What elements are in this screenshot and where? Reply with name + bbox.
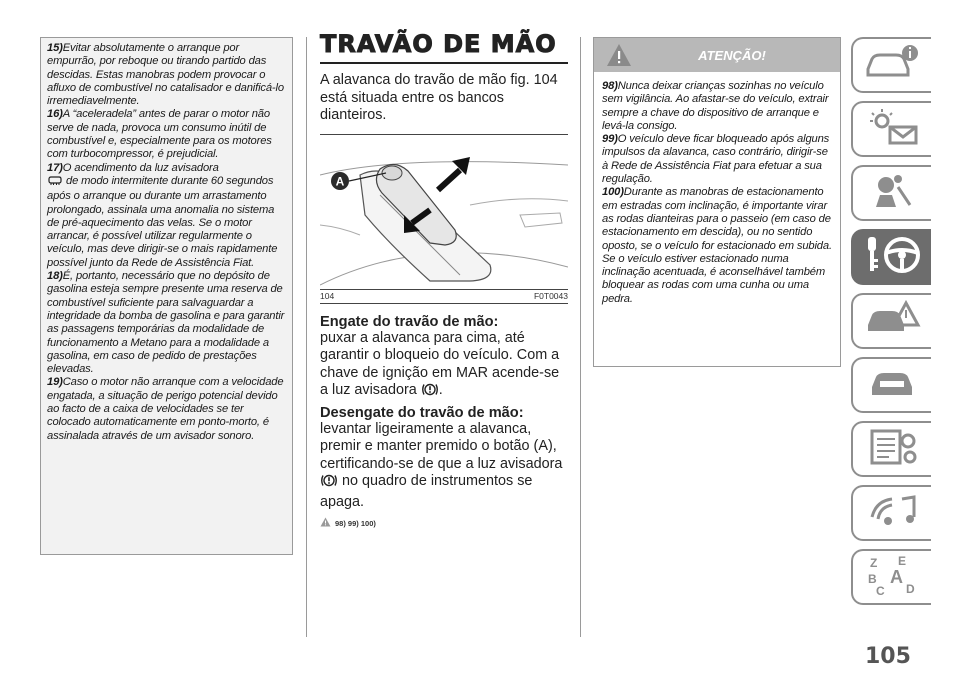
note-19: 19)Caso o motor não arranque com a velocidade engatada, a situação de perigo potencial devido ao facto de a caixa de velocidades se ter colocado automaticamente em ponto-morto, é assinalada através de um avisador sonoro. xyxy=(47,376,284,442)
tab-starting-driving[interactable] xyxy=(851,229,931,285)
small-warning-icon xyxy=(320,517,331,529)
tab-warning-lights[interactable] xyxy=(851,101,931,157)
warning-box xyxy=(593,37,841,367)
alphabetical-index-icon xyxy=(862,553,922,602)
tab-maintenance[interactable] xyxy=(851,357,931,413)
notes-box xyxy=(40,37,293,555)
svg-text:B: B xyxy=(868,571,877,586)
tab-car-info[interactable] xyxy=(851,37,931,93)
emergency-icon xyxy=(862,299,922,344)
warning-item-100: 100)Durante as manobras de estacionamento em estradas com inclinação, é importante virar as rodas dianteiras para o passeio (em caso de estacionamento em descida), ou no sentido oposto, se o veículo for estacionado em subida. Se o veículo estiver estacionado numa inclinação acentuada, é aconselhável também bloquear as rodas com uma cunha ou uma pedra. xyxy=(602,186,832,305)
page-title: TRAVÃO DE MÃO xyxy=(320,30,568,64)
tab-emergency[interactable] xyxy=(851,293,931,349)
figure-code: F0T0043 xyxy=(533,290,568,301)
warning-header xyxy=(594,38,840,72)
svg-text:D: D xyxy=(906,581,915,596)
note-15: 15)Evitar absolutamente o arranque por empurrão, por reboque ou tirando partido das descidas. Estas manobras podem provocar o afluxo de combustível no catalisador e danificá-lo irremediavelmente. xyxy=(47,42,284,108)
car-info-icon xyxy=(862,43,922,88)
svg-text:C: C xyxy=(876,583,885,597)
multimedia-icon xyxy=(862,491,922,536)
column-divider-right xyxy=(580,37,581,637)
note-17: 17)O acendimento da luz avisadora de modo intermitente durante 60 segundos após o arranque ou durante um arrastamento prolongado, assinala uma anomalia no sistema de pré-aquecimento das velas. Se o motor arrancar, é possível utilizar regularmente o veículo, mas deve dirigir-se o mais rapidamente possível junto da Rede de Assistência Fiat. xyxy=(47,161,278,269)
handbrake-figure xyxy=(320,134,568,290)
figure-number: 104 xyxy=(320,290,335,301)
engage-text: puxar a alavanca para cima, até garantir o bloqueio do veículo. Com a chave de ignição em MAR acende-se a luz avisadora . xyxy=(320,330,568,403)
column-divider-left xyxy=(306,37,307,637)
tab-multimedia[interactable] xyxy=(851,485,931,541)
key-steering-wheel-icon xyxy=(860,233,924,282)
tab-safety[interactable] xyxy=(851,165,931,221)
handbrake-illustration xyxy=(320,135,568,290)
intro-text: A alavanca do travão de mão fig. 104 está situada entre os bancos dianteiros. xyxy=(320,72,558,123)
note-18: 18)É, portanto, necessário que no depósito de gasolina esteja sempre presente uma reserva de combustível suficiente para salvaguardar a integridade da bomba de gasolina e para garantir as passagens temporárias da modalidade de funcionamento a Metano para a modalidade a gasolina, em caso de pedido de prestações elevadas. xyxy=(47,270,285,376)
warning-item-99: 99)O veículo deve ficar bloqueado após alguns impulsos da alavanca, caso contrário, dirigir-se à Rede de Assistência Fiat para efetuar a sua regulação. xyxy=(602,133,830,186)
main-column xyxy=(320,30,568,529)
figure-caption-row xyxy=(320,291,568,304)
car-maintenance-icon xyxy=(862,363,922,408)
warning-triangle-icon xyxy=(606,43,632,72)
callout-a-label: A xyxy=(335,174,345,188)
note-16: 16)A “aceleradela” antes de parar o motor não serve de nada, provoca um consumo inútil de combustível e, especialmente para os motores com turbocompressor, é prejudicial. xyxy=(47,108,272,161)
svg-text:A: A xyxy=(890,566,903,587)
svg-text:Z: Z xyxy=(870,555,878,570)
warning-references: 98) 99) 100) xyxy=(320,517,568,529)
warning-heading: ATENÇÃO! xyxy=(698,47,766,63)
tab-technical-data[interactable] xyxy=(851,421,931,477)
warning-lights-icon xyxy=(862,107,922,152)
glow-plug-icon xyxy=(47,176,63,190)
warning-body xyxy=(594,72,840,312)
warning-item-98: 98)Nunca deixar crianças sozinhas no veículo sem vigilância. Ao afastar-se do veículo, extrair sempre a chave do dispositivo de arranque e levá-la consigo. xyxy=(602,80,829,132)
svg-text:E: E xyxy=(898,553,907,568)
release-text: levantar ligeiramente a alavanca, premir e manter premido o botão (A), certificando-se de que a luz avisadora no quadro de instrumentos se apaga. xyxy=(320,420,563,510)
page-number: 105 xyxy=(865,644,911,669)
release-heading: Desengate do travão de mão: xyxy=(320,404,524,421)
engage-heading: Engate do travão de mão: xyxy=(320,313,499,330)
technical-data-icon xyxy=(862,427,922,472)
brake-warning-icon xyxy=(421,382,439,403)
brake-warning-icon-2 xyxy=(320,473,338,494)
tab-index[interactable] xyxy=(851,549,931,605)
safety-airbag-icon xyxy=(862,171,922,216)
